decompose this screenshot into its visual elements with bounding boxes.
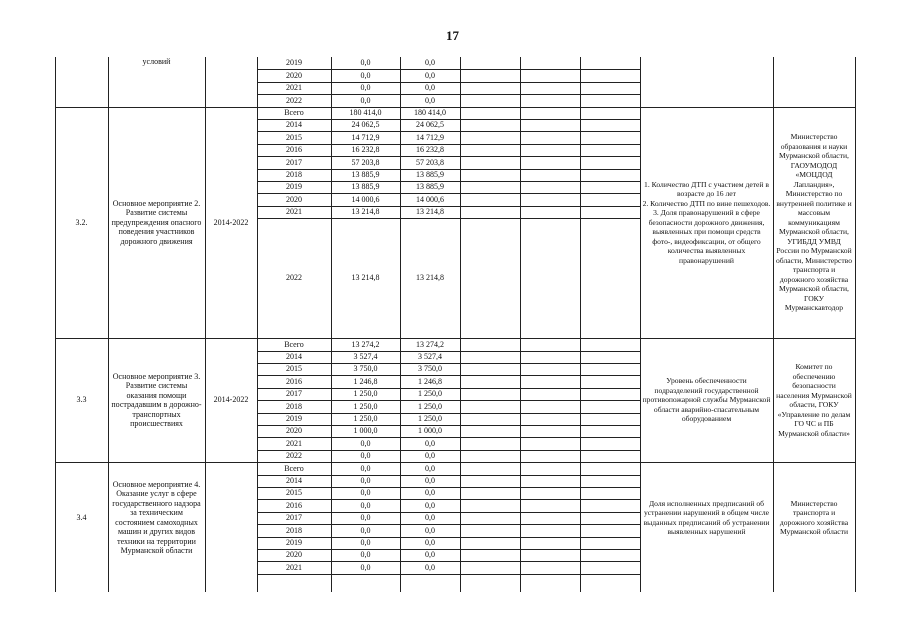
table-col-line-2 <box>205 57 206 592</box>
year-cell: 2019 <box>286 414 302 424</box>
year-cell: 2022 <box>286 451 302 461</box>
value-cell: 0,0 <box>425 95 435 105</box>
value-cell: 13 885,9 <box>351 170 380 180</box>
year-cell: 2015 <box>286 488 302 498</box>
value-cell: 0,0 <box>360 83 371 93</box>
year-cell: 2019 <box>286 182 302 192</box>
year-cell: 2019 <box>286 538 302 548</box>
executor-cell: Комитет по обеспечению безопасности населения Мурманской области, ГОКУ «Управление по делам ГО ЧС и ПБ Мурманской области» <box>776 362 852 438</box>
indicator-cell: Уровень обеспеченности подразделений государственной противопожарной службы Мурманской области аварийно-спасательным оборудованием <box>642 376 771 424</box>
value-cell: 57 203,8 <box>351 157 380 167</box>
value-cell: 24 062,5 <box>351 120 380 130</box>
page-number: 17 <box>446 28 459 43</box>
section-number: 3.2. <box>75 217 88 227</box>
period-cell: 2014-2022 <box>213 395 249 405</box>
event-name: условий <box>142 57 171 67</box>
event-name: Основное мероприятие 4. Оказание услуг в сфере государственного надзора за техническим состоянием самоходных машин и других видов техники на территории Мурманской области <box>112 479 201 556</box>
value-cell: 13 214,8 <box>416 273 444 283</box>
year-cell: 2022 <box>286 273 302 283</box>
period-cell <box>207 462 255 574</box>
value-cell: 0,0 <box>425 476 435 486</box>
value-cell: 0,0 <box>425 525 435 535</box>
value-cell: 13 274,2 <box>416 339 444 349</box>
event-name: Основное мероприятие 2. Развитие системы предупреждения опасного поведения участников дорожного движения <box>111 198 202 246</box>
table-col-line-1 <box>108 57 109 592</box>
executor-cell: Министерство транспорта и дорожного хозяйства Мурманской области <box>779 498 849 537</box>
year-cell: Всего <box>284 463 304 473</box>
value-cell: 0,0 <box>360 550 371 560</box>
year-cell: 2020 <box>286 550 302 560</box>
period-cell: 2014-2022 <box>213 217 249 227</box>
year-cell: 2015 <box>286 364 302 374</box>
year-cell: 2018 <box>286 170 302 180</box>
value-cell: 3 527,4 <box>353 352 378 362</box>
value-cell: 1 000,0 <box>353 426 378 436</box>
value-cell: 0,0 <box>425 500 435 510</box>
value-cell: 13 274,2 <box>351 339 380 349</box>
year-cell: 2015 <box>286 132 302 142</box>
year-cell: 2016 <box>286 500 302 510</box>
value-cell: 0,0 <box>360 463 371 473</box>
value-cell: 0,0 <box>425 513 435 523</box>
table-col-line-9 <box>640 57 641 592</box>
year-cell: 2017 <box>286 157 302 167</box>
year-cell: 2016 <box>286 376 302 386</box>
value-cell: 13 214,8 <box>416 207 444 217</box>
year-cell: 2018 <box>286 525 302 535</box>
table-col-line-11 <box>855 57 856 592</box>
value-cell: 180 414,0 <box>414 108 446 118</box>
executor-cell: Министерство образования и науки Мурманской области, ГАОУМОДОД «МОЦДОД Лапландия», Министерство по внутренней политике и массовым коммуникациям Мурманской области, УГИБДД УМВД России по Мурманской области, Министерство транспорта и дорожного хозяйства Мурманской области, ГОКУ Мурманскавтодор <box>775 132 852 313</box>
year-cell: 2021 <box>286 83 302 93</box>
year-cell: 2022 <box>286 95 302 105</box>
year-cell: 2020 <box>286 426 302 436</box>
value-cell: 16 232,8 <box>351 145 380 155</box>
value-cell: 0,0 <box>360 70 371 80</box>
value-cell: 0,0 <box>425 550 435 560</box>
year-cell: 2018 <box>286 401 302 411</box>
value-cell: 1 250,0 <box>418 389 442 399</box>
value-cell: 3 527,4 <box>418 352 442 362</box>
value-cell: 0,0 <box>425 463 435 473</box>
value-cell: 0,0 <box>425 438 435 448</box>
section-number: 3.3 <box>76 395 87 405</box>
year-cell: Всего <box>284 339 304 349</box>
year-cell: 2014 <box>286 476 302 486</box>
year-cell: 2017 <box>286 513 302 523</box>
value-cell: 1 246,8 <box>418 376 442 386</box>
value-cell: 0,0 <box>425 70 435 80</box>
value-cell: 13 885,9 <box>416 182 444 192</box>
value-cell: 0,0 <box>425 488 435 498</box>
value-cell: 0,0 <box>360 500 371 510</box>
value-cell: 0,0 <box>360 58 371 68</box>
value-cell: 0,0 <box>425 451 435 461</box>
value-cell: 13 214,8 <box>351 273 380 283</box>
value-cell: 0,0 <box>360 538 371 548</box>
value-cell: 0,0 <box>360 451 371 461</box>
value-cell: 0,0 <box>360 562 371 572</box>
value-cell: 1 250,0 <box>353 401 378 411</box>
value-cell: 0,0 <box>425 83 435 93</box>
value-cell: 14 000,6 <box>351 194 380 204</box>
value-cell: 13 885,9 <box>416 170 444 180</box>
indicator-cell: Доля исполненных предписаний об устранении нарушений в общем числе выданных предписаний об устранении выявленных нарушений <box>643 498 770 537</box>
section-number: 3.4 <box>76 513 87 523</box>
value-cell: 180 414,0 <box>349 108 382 118</box>
value-cell: 13 885,9 <box>351 182 380 192</box>
year-cell: 2019 <box>286 58 302 68</box>
value-cell: 14 712,9 <box>351 132 380 142</box>
year-cell: 2021 <box>286 438 302 448</box>
value-cell: 1 246,8 <box>353 376 378 386</box>
value-cell: 0,0 <box>425 538 435 548</box>
year-cell: 2017 <box>286 389 302 399</box>
year-cell: Всего <box>284 108 304 118</box>
event-name: Основное мероприятие 3. Развитие системы оказания помощи пострадавшим в дорожно-транспортных происшествиях <box>111 371 202 429</box>
year-cell: 2020 <box>286 194 302 204</box>
year-cell: 2020 <box>286 70 302 80</box>
value-cell: 3 750,0 <box>353 364 378 374</box>
year-cell: 2021 <box>286 562 302 572</box>
value-cell: 1 250,0 <box>353 389 378 399</box>
value-cell: 14 000,6 <box>416 194 444 204</box>
value-cell: 57 203,8 <box>416 157 444 167</box>
value-cell: 0,0 <box>360 525 371 535</box>
table-col-line-0 <box>55 57 56 592</box>
value-cell: 14 712,9 <box>416 132 444 142</box>
value-cell: 0,0 <box>360 513 371 523</box>
value-cell: 0,0 <box>360 488 371 498</box>
value-cell: 16 232,8 <box>416 145 444 155</box>
year-cell: 2014 <box>286 352 302 362</box>
value-cell: 24 062,5 <box>416 120 444 130</box>
indicator-cell: 1. Количество ДТП с участием детей в возрасте до 16 лет 2. Количество ДТП по вине пешеходов. 3. Доля правонарушений в сфере безопасности дорожного движения, выявленных при помощи средств фото-, видеофиксации, от общего количества выявленных правонарушений <box>642 179 771 265</box>
table-col-line-10 <box>773 57 774 592</box>
value-cell: 0,0 <box>360 476 371 486</box>
value-cell: 0,0 <box>360 438 371 448</box>
value-cell: 1 250,0 <box>353 414 378 424</box>
value-cell: 0,0 <box>360 95 371 105</box>
value-cell: 1 250,0 <box>418 401 442 411</box>
year-cell: 2014 <box>286 120 302 130</box>
value-cell: 3 750,0 <box>418 364 442 374</box>
value-cell: 1 000,0 <box>418 426 442 436</box>
year-cell: 2021 <box>286 207 302 217</box>
table-hline <box>257 574 640 575</box>
value-cell: 0,0 <box>425 562 435 572</box>
year-cell: 2016 <box>286 145 302 155</box>
value-cell: 1 250,0 <box>418 414 442 424</box>
value-cell: 13 214,8 <box>351 207 380 217</box>
value-cell: 0,0 <box>425 58 435 68</box>
